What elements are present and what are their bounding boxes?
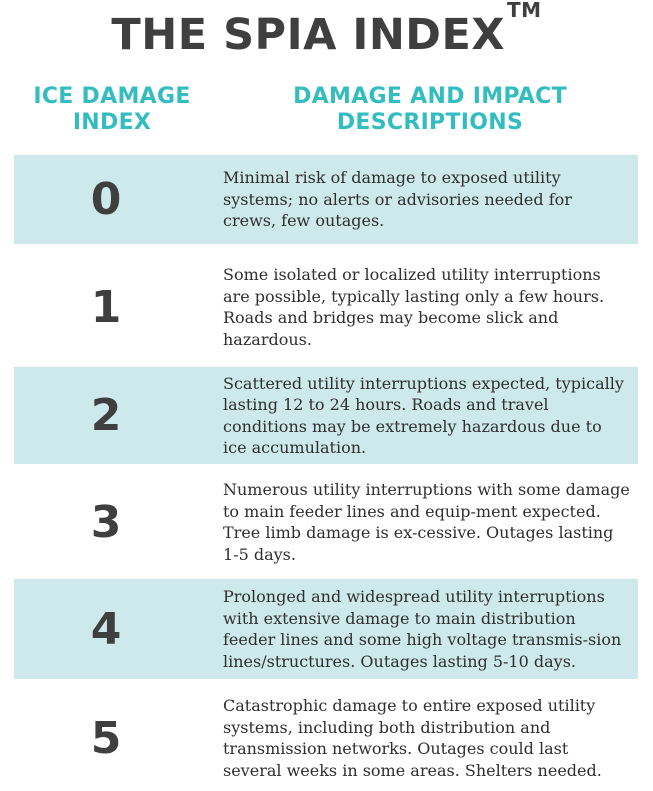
table-row	[14, 155, 638, 244]
page-title	[0, 0, 653, 64]
row-description: Scattered utility interruptions expected, typically lasting 12 to 24 hours. Roads and travel conditions may be extremely hazardous due to ice accumulation.	[223, 373, 624, 457]
row-index: 4	[90, 603, 122, 655]
table-row	[14, 367, 638, 464]
header-desc-line1: DAMAGE AND IMPACT	[293, 84, 567, 109]
table-row	[14, 688, 638, 788]
row-description: Catastrophic damage to entire exposed utility systems, including both distribution and transmission networks. Outages could last several weeks in some areas. Shelters needed.	[223, 696, 602, 780]
row-description: Numerous utility interruptions with some damage to main feeder lines and equip-ment expected. Tree limb damage is ex-cessive. Outages lasting 1-5 days.	[223, 480, 630, 564]
table-row	[14, 472, 638, 572]
row-index: 2	[90, 390, 122, 441]
header-index-line2: INDEX	[72, 110, 152, 135]
header-desc-line2: DESCRIPTIONS	[336, 110, 524, 135]
header-index-line1: ICE DAMAGE	[33, 84, 191, 109]
row-description: Minimal risk of damage to exposed utility systems; no alerts or advisories needed for crews, few outages.	[223, 168, 572, 231]
title-text: THE SPIA INDEX	[111, 10, 506, 60]
row-description: Some isolated or localized utility interruptions are possible, typically lasting only a few hours. Roads and bridges may become slick and hazardous.	[223, 265, 605, 349]
row-index: 3	[90, 496, 122, 548]
header-index	[20, 84, 204, 136]
table-row	[14, 252, 638, 362]
trademark-mark: TM	[507, 0, 542, 22]
header-description	[230, 84, 630, 136]
row-index: 0	[90, 174, 122, 225]
row-index: 5	[90, 712, 122, 764]
row-index: 1	[90, 281, 122, 333]
table-row	[14, 579, 638, 679]
row-description: Prolonged and widespread utility interruptions with extensive damage to main distribution feeder lines and some high voltage transmis-sion lines/structures. Outages lasting 5-10 days.	[223, 587, 622, 671]
